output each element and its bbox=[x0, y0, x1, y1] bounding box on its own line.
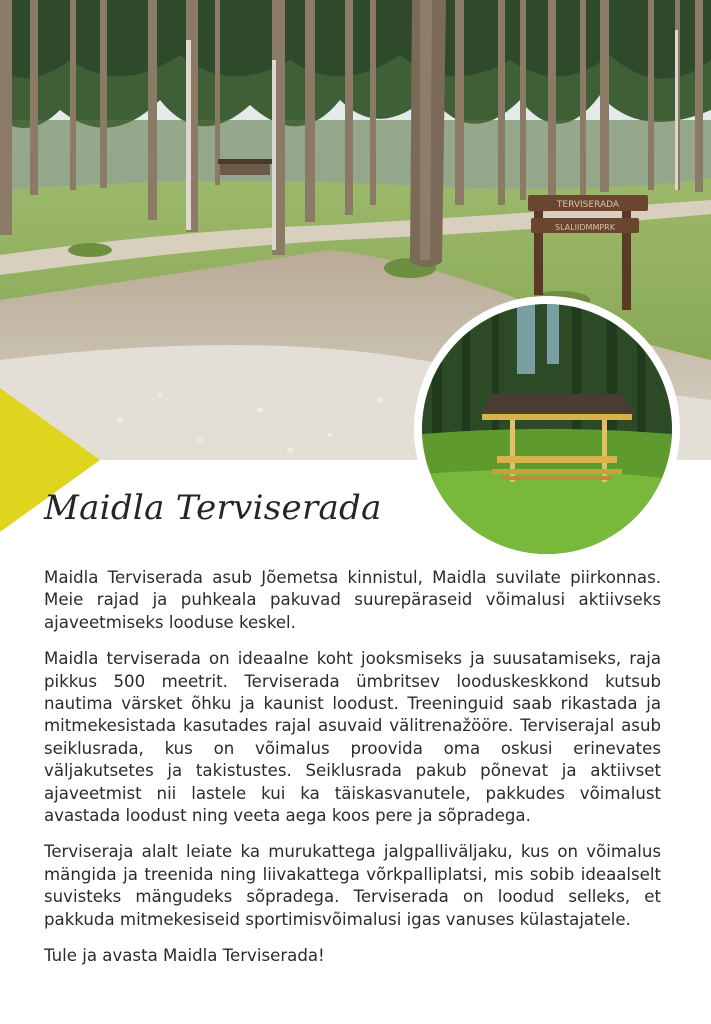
sign-text-1: TERVISERADA bbox=[556, 200, 620, 210]
paragraph-sports: Terviseraja alalt leiate ka murukattega jalgpalliväljaku, kus on võimalus mängida ja treenida ning liivakattega võrkpalliplatsi, mis sobib ideaalselt suvisteks mängudeks sõpradega. Terviserada on loodud selleks, et pakkuda mitmekesiseid sportimisvõimalusi igas vanuses külastajatele. bbox=[44, 842, 661, 929]
paragraph-intro: Maidla Terviserada asub Jõemetsa kinnistul, Maidla suvilate piirkonnas. Meie rajad ja puhkeala pakuvad suurepäraseid võimalusi aktiivseks ajaveetmiseks looduse keskel. bbox=[44, 568, 661, 632]
shelter-photo-circle bbox=[414, 296, 680, 562]
paragraph-invite: Tule ja avasta Maidla Terviserada! bbox=[44, 946, 325, 966]
sign-text-2: SLALIIDMMPRK bbox=[555, 223, 615, 232]
picnic-shelter-image bbox=[422, 304, 672, 554]
page-title: Maidla Terviserada bbox=[44, 488, 382, 528]
paragraph-trail: Maidla terviserada on ideaalne koht jooksmiseks ja suusatamiseks, raja pikkus 500 meetrit. Terviserada ümbritsev looduskeskkond kutsub nautima värsket õhku ja kaunist loodust. Treeninguid saab rikastada ja mitmekesistada kasutades rajal asuvaid välitrenažööre. Terviserajal asub seiklusrada, kus on võimalus proovida oma oskusi erinevates väljakutsetes ja takistustes. Seiklusrada pakub põnevat ja aktiivset ajaveetmist nii lastele kui ka täiskasvanutele, pakkudes võimalust avastada loodust ning veeta aega koos pere ja sõpradega. bbox=[44, 649, 661, 826]
article-body bbox=[44, 567, 661, 982]
